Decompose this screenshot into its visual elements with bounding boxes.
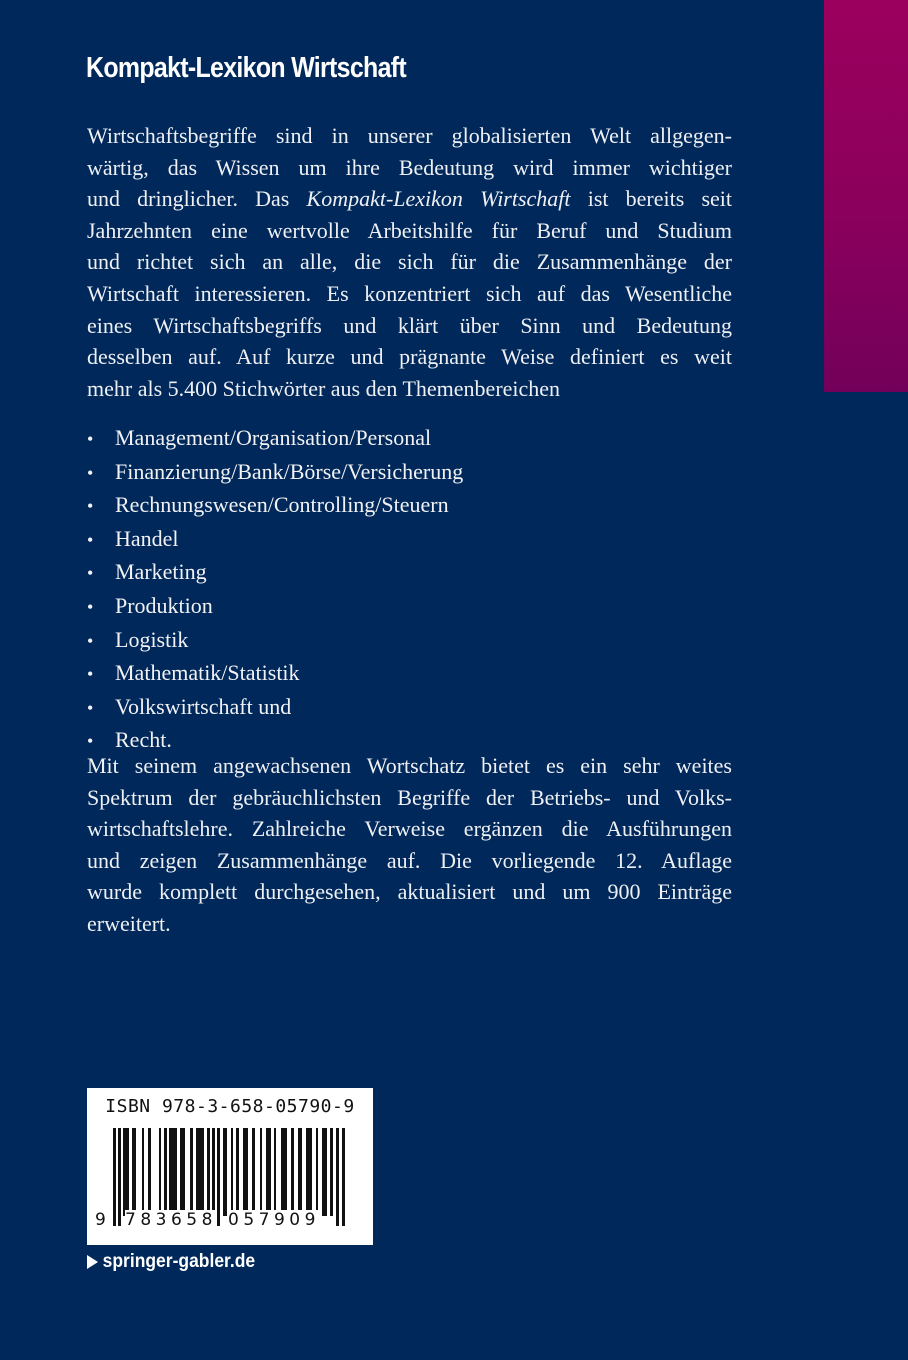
list-item <box>87 590 463 624</box>
bullet-icon: • <box>87 462 94 483</box>
text-line: und zeigen Zusammenhänge auf. Die vorliegende 12. Auflage <box>87 847 732 873</box>
text-line: wurde komplett durchgesehen, aktualisiert und um 900 Einträge <box>87 879 732 905</box>
text-line: erweitert. <box>87 910 171 936</box>
publisher-url[interactable]: springer-gabler.de <box>102 1251 256 1272</box>
text-line: eines Wirtschaftsbegriffs und klärt über Sinn und Bedeutung <box>87 312 732 338</box>
publisher-link[interactable] <box>87 1251 255 1273</box>
bullet-icon: • <box>87 630 94 651</box>
text-fragment: und dringlicher. Das <box>87 186 307 212</box>
list-item <box>87 624 463 658</box>
list-item <box>87 456 463 490</box>
bullet-icon: • <box>87 429 94 449</box>
barcode-right-digits: 057909 <box>228 1210 320 1230</box>
text-line: Mit seinem angewachsenen Wortschatz bietet es ein sehr weites <box>87 753 732 778</box>
isbn-label: ISBN 978-3-658-05790-9 <box>105 1096 355 1117</box>
text-line: mehr als 5.400 Stichwörter aus den Themenbereichen <box>87 375 561 401</box>
topic-label: Produktion <box>115 592 213 618</box>
list-item <box>87 422 463 456</box>
list-item <box>87 691 463 725</box>
intro-paragraph <box>87 120 732 404</box>
book-title: Kompakt-Lexikon Wirtschaft <box>86 52 407 84</box>
list-item <box>87 489 463 523</box>
bullet-icon: • <box>87 596 94 617</box>
text-line: und richtet sich an alle, die sich für die Zusammenhänge der <box>87 249 732 275</box>
isbn-barcode <box>87 1088 373 1245</box>
topic-label: Rechnungswesen/Controlling/Steuern <box>115 492 449 518</box>
topic-label: Logistik <box>115 626 189 652</box>
barcode-left-digits: 783658 <box>125 1210 217 1230</box>
text-line: Wirtschaft interessieren. Es konzentriert sich auf das Wesentliche <box>87 280 732 306</box>
text-line: desselben auf. Auf kurze und prägnante Weise definiert es weit <box>87 344 732 370</box>
barcode-first-digit: 9 <box>95 1210 111 1230</box>
text-fragment: ist bereits seit <box>570 186 733 212</box>
topic-label: Marketing <box>115 559 207 585</box>
topic-label: Volkswirtschaft und <box>115 693 292 719</box>
topic-label: Mathematik/Statistik <box>115 660 300 686</box>
bullet-icon: • <box>87 664 94 685</box>
text-line: wärtig, das Wissen um ihre Bedeutung wird immer wichtiger <box>87 154 732 180</box>
topic-label: Finanzierung/Bank/Börse/Versicherung <box>115 458 464 484</box>
text-line: wirtschaftslehre. Zahlreiche Verweise ergänzen die Ausführungen <box>87 816 732 842</box>
text-line: Jahrzehnten eine wertvolle Arbeitshilfe für Beruf und Studium <box>87 217 732 243</box>
topic-label: Handel <box>115 525 179 551</box>
list-item <box>87 556 463 590</box>
topic-list <box>87 422 463 758</box>
topic-label: Management/Organisation/Personal <box>115 425 432 450</box>
bullet-icon: • <box>87 563 94 584</box>
topic-label: Recht. <box>115 727 172 753</box>
bullet-icon: • <box>87 529 94 550</box>
book-title-italic: Kompakt-Lexikon Wirtschaft <box>306 186 571 212</box>
accent-color-band <box>824 0 908 392</box>
bullet-icon: • <box>87 496 94 517</box>
bullet-icon: • <box>87 731 94 752</box>
text-line: Spektrum der gebräuchlichsten Begriffe der Betriebs- und Volks- <box>87 784 732 810</box>
text-line <box>87 183 732 215</box>
outro-paragraph <box>87 750 732 940</box>
bullet-icon: • <box>87 697 94 718</box>
triangle-right-icon <box>87 1255 98 1269</box>
list-item <box>87 657 463 691</box>
list-item <box>87 523 463 557</box>
text-line: Wirtschaftsbegriffe sind in unserer globalisierten Welt allgegen- <box>87 123 732 148</box>
